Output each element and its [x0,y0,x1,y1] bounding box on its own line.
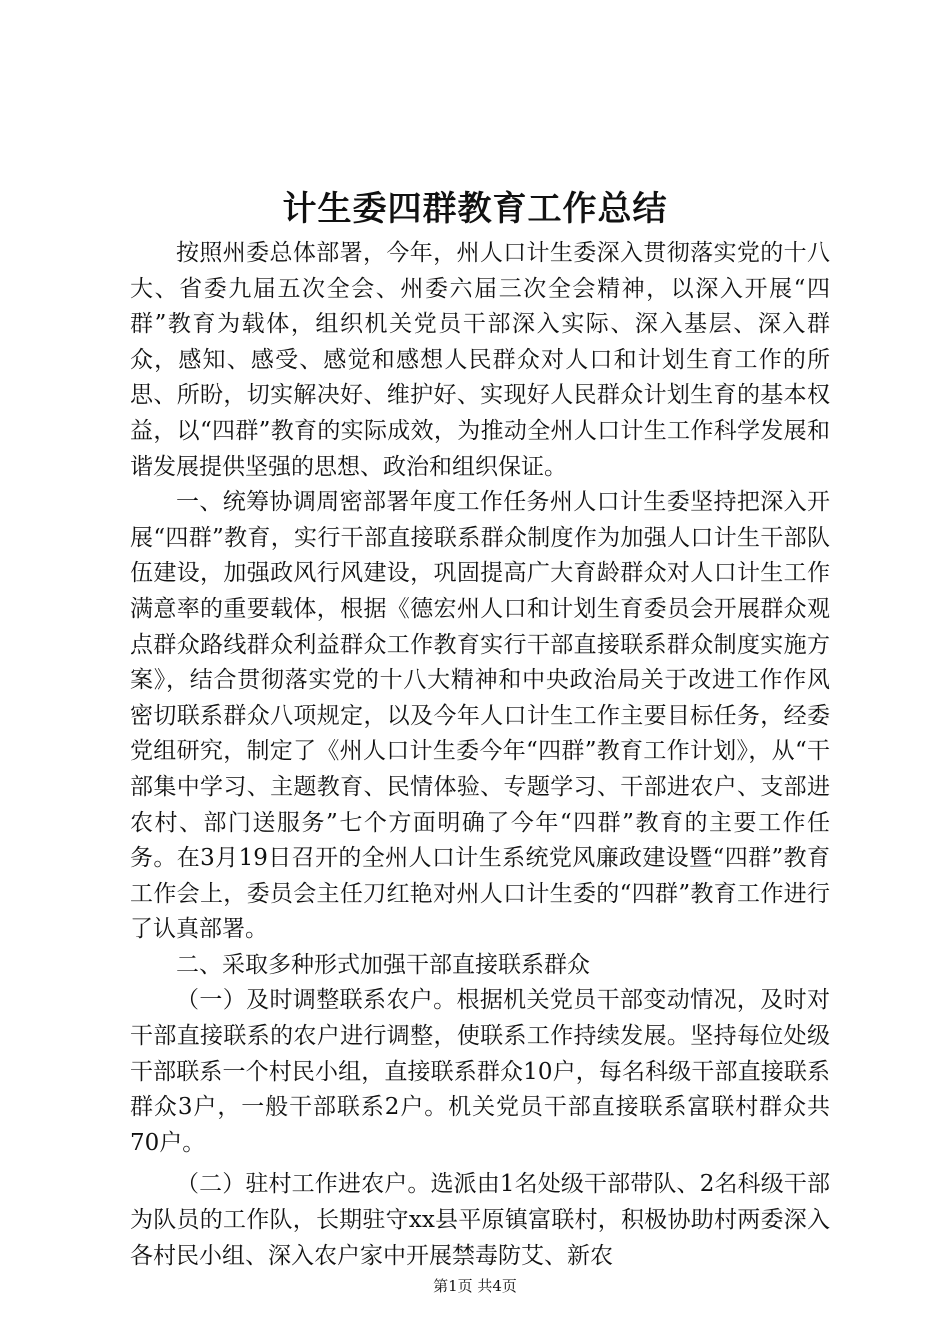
intro-paragraph: 按照州委总体部署，今年，州人口计生委深入贯彻落实党的十八大、省委九届五次全会、州委六届三次全会精神，以深入开展“四群”教育为载体，组织机关党员干部深入实际、深入基层、深入群众，感知、感受、感觉和感想人民群众对人口和计划生育工作的所思、所盼，切实解决好、维护好、实现好人民群众计划生育的基本权益，以“四群”教育的实际成效，为推动全州人口计生工作科学发展和谐发展提供坚强的思想、政治和组织保证。 [130,240,830,480]
page-footer: 第1页 共4页 [433,1277,517,1295]
section-one-paragraph: 一、统筹协调周密部署年度工作任务州人口计生委坚持把深入开展“四群”教育，实行干部直接联系群众制度作为加强人口计生干部队伍建设，加强政风行风建设，巩固提高广大育龄群众对人口计生工作满意率的重要载体，根据《德宏州人口和计划生育委员会开展群众观点群众路线群众利益群众工作教育实行干部直接联系群众制度实施方案》，结合贯彻落实党的十八大精神和中央政治局关于改进工作作风密切联系群众八项规定，以及今年人口计生工作主要目标任务，经委党组研究，制定了《州人口计生委今年“四群”教育工作计划》，从“干部集中学习、主题教育、民情体验、专题学习、干部进农户、支部进农村、部门送服务”七个方面明确了今年“四群”教育的主要工作任务。在3月19日召开的全州人口计生系统党风廉政建设暨“四群”教育工作会上，委员会主任刀红艳对州人口计生委的“四群”教育工作进行了认真部署。 [130,489,830,943]
document-body [130,236,830,1274]
subsection-two-paragraph: （二）驻村工作进农户。选派由1名处级干部带队、2名科级干部为队员的工作队，长期驻守xx县平原镇富联村，积极协助村两委深入各村民小组、深入农户家中开展禁毒防艾、新农 [130,1171,830,1269]
section-two-heading: 二、采取多种形式加强干部直接联系群众 [176,951,590,978]
subsection-one-paragraph: （一）及时调整联系农户。根据机关党员干部变动情况，及时对干部直接联系的农户进行调整，使联系工作持续发展。坚持每位处级干部联系一个村民小组，直接联系群众10户，每名科级干部直接联系群众3户，一般干部联系2户。机关党员干部直接联系富联村群众共70户。 [130,987,830,1156]
document-title: 计生委四群教育工作总结 [282,189,668,229]
